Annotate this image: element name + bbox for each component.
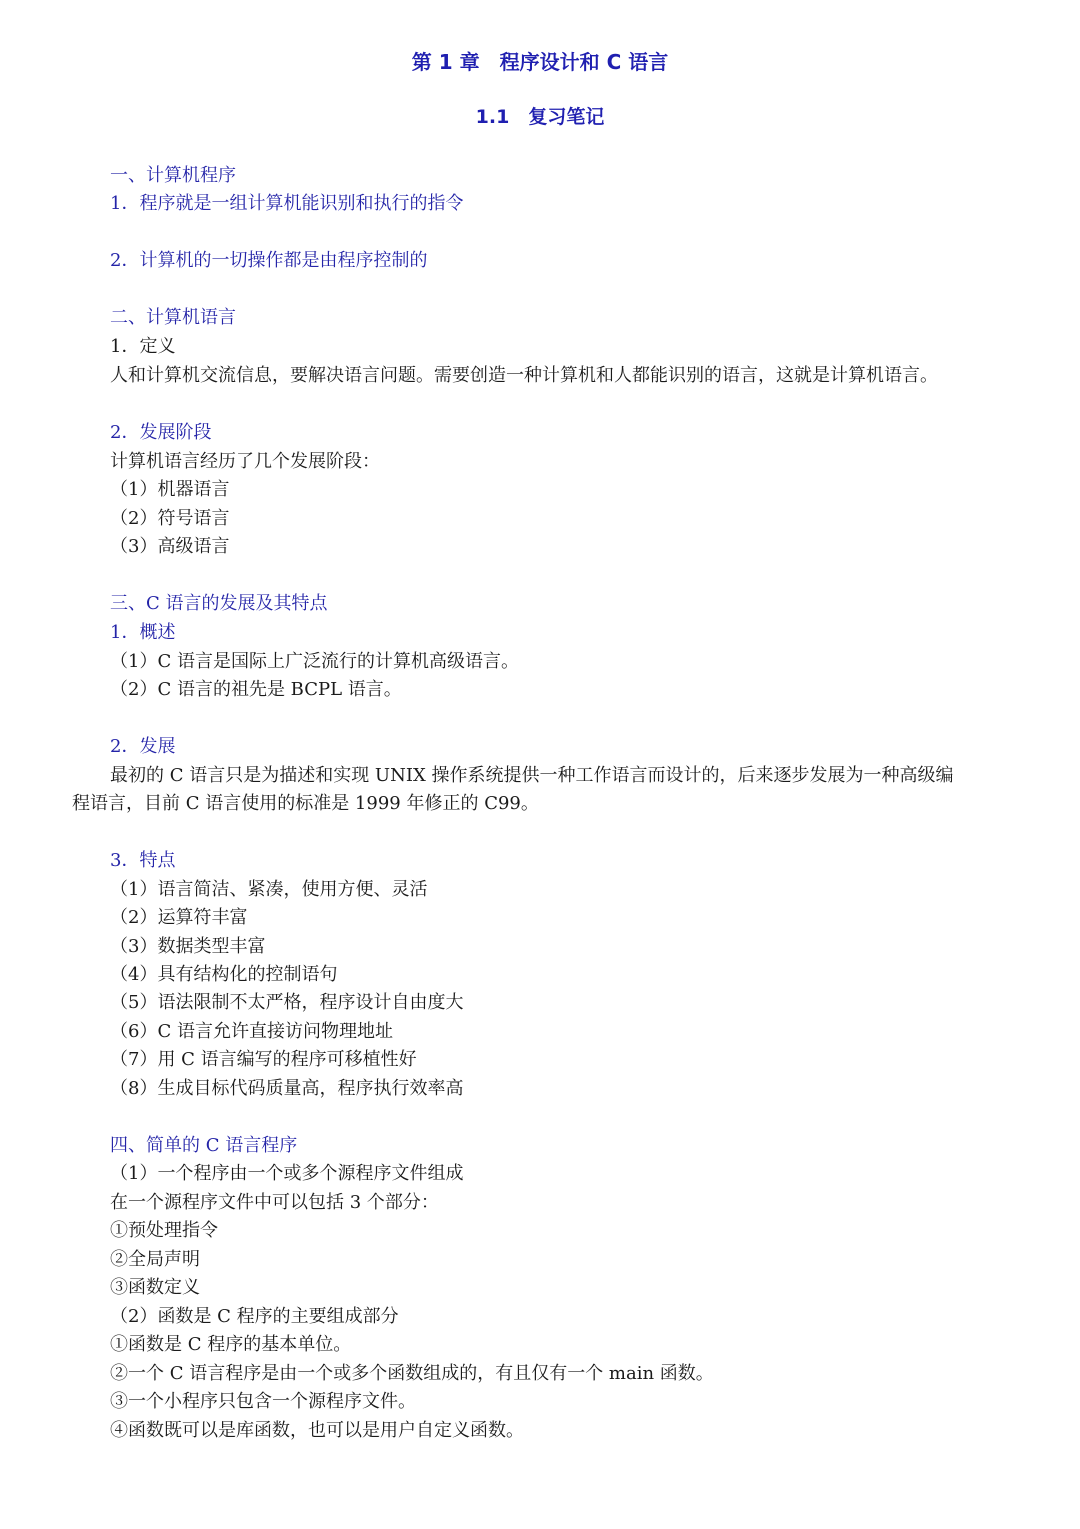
list-item: （6）C 语言允许直接访问物理地址 — [110, 1021, 393, 1042]
list-item: （1）一个程序由一个或多个源程序文件组成 — [110, 1163, 464, 1184]
subheading: 2．发展 — [110, 736, 176, 757]
list-item: ③一个小程序只包含一个源程序文件。 — [110, 1391, 416, 1412]
list-item: （7）用 C 语言编写的程序可移植性好 — [110, 1049, 417, 1070]
list-item: ①函数是 C 程序的基本单位。 — [110, 1334, 352, 1355]
paragraph: 在一个源程序文件中可以包括 3 个部分： — [110, 1192, 439, 1213]
paragraph-continued: 程语言，目前 C 语言使用的标准是 1999 年修正的 C99。 — [72, 793, 539, 814]
list-item: ①预处理指令 — [110, 1220, 218, 1241]
subheading: 3．特点 — [110, 850, 176, 871]
list-item: （1）C 语言是国际上广泛流行的计算机高级语言。 — [110, 651, 519, 672]
list-item: （2）函数是 C 程序的主要组成部分 — [110, 1306, 399, 1327]
subheading: 2．发展阶段 — [110, 422, 212, 443]
section-title: 1.1 复习笔记 — [475, 106, 605, 128]
list-item: （3）高级语言 — [110, 536, 230, 557]
subheading: 1．定义 — [110, 336, 176, 357]
list-item: （5）语法限制不太严格，程序设计自由度大 — [110, 992, 464, 1013]
list-item: ④函数既可以是库函数，也可以是用户自定义函数。 — [110, 1420, 524, 1441]
list-item: （2）运算符丰富 — [110, 907, 248, 928]
heading-3: 三、C 语言的发展及其特点 — [110, 593, 328, 614]
list-item: （2）符号语言 — [110, 508, 230, 529]
paragraph: 人和计算机交流信息，要解决语言问题。需要创造一种计算机和人都能识别的语言，这就是计算机语言。 — [110, 365, 938, 386]
heading-1: 一、计算机程序 — [110, 165, 236, 186]
list-item: （1）机器语言 — [110, 479, 230, 500]
heading-4: 四、简单的 C 语言程序 — [110, 1135, 298, 1156]
chapter-title: 第 1 章 程序设计和 C 语言 — [411, 50, 669, 74]
list-item: （4）具有结构化的控制语句 — [110, 964, 338, 985]
list-item: （8）生成目标代码质量高，程序执行效率高 — [110, 1078, 464, 1099]
paragraph: 最初的 C 语言只是为描述和实现 UNIX 操作系统提供一种工作语言而设计的，后来逐步发展为一种高级编 — [110, 765, 954, 786]
heading-2: 二、计算机语言 — [110, 307, 236, 328]
paragraph: 计算机语言经历了几个发展阶段： — [110, 451, 380, 472]
list-item: ②一个 C 语言程序是由一个或多个函数组成的，有且仅有一个 main 函数。 — [110, 1363, 714, 1384]
subheading: 1．概述 — [110, 622, 176, 643]
list-item: （2）C 语言的祖先是 BCPL 语言。 — [110, 679, 402, 700]
item: 2．计算机的一切操作都是由程序控制的 — [110, 250, 428, 271]
list-item: （3）数据类型丰富 — [110, 936, 266, 957]
item: 1．程序就是一组计算机能识别和执行的指令 — [110, 193, 464, 214]
list-item: ③函数定义 — [110, 1277, 200, 1298]
list-item: （1）语言简洁、紧凑，使用方便、灵活 — [110, 879, 428, 900]
list-item: ②全局声明 — [110, 1249, 200, 1270]
